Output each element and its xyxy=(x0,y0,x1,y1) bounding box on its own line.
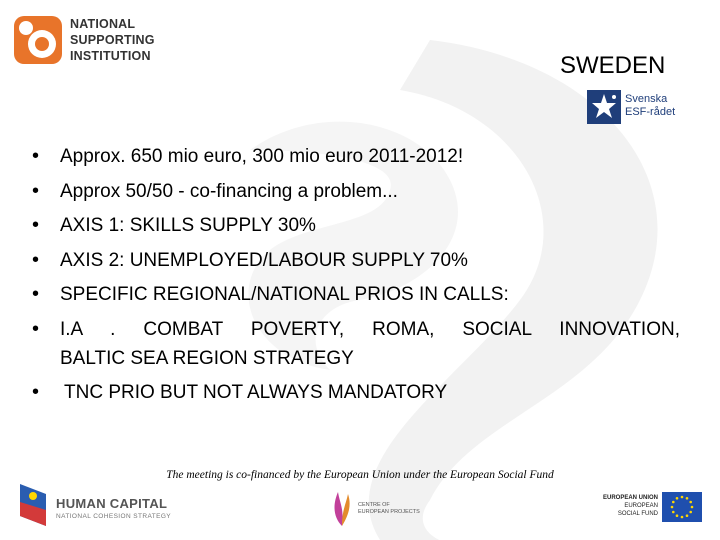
cep-line: EUROPEAN PROJECTS xyxy=(358,509,420,515)
human-capital-subtitle: NATIONAL COHESION STRATEGY xyxy=(56,513,172,520)
bullet-list xyxy=(30,142,680,413)
bullet-text: TNC PRIO BUT NOT ALWAYS MANDATORY xyxy=(64,382,448,403)
bullet-item xyxy=(30,378,680,407)
bullet-text: AXIS 2: UNEMPLOYED/LABOUR SUPPLY 70% xyxy=(60,249,468,271)
bullet-item xyxy=(30,280,680,309)
esf-logo-text xyxy=(625,93,675,119)
human-capital-flag-icon xyxy=(20,484,46,526)
bullet-dot-icon: • xyxy=(32,179,40,202)
institution-name xyxy=(70,16,155,64)
bullet-dot-icon: • xyxy=(32,214,40,236)
human-capital-title: HUMAN CAPITAL xyxy=(56,496,168,511)
country-title: SWEDEN xyxy=(560,52,666,79)
esf-logo-line: ESF-rådet xyxy=(625,106,676,118)
cofinancing-note: The meeting is co-financed by the European Union under the European Social Fund xyxy=(166,469,554,481)
bullet-item xyxy=(30,246,680,275)
bullet-text: SPECIFIC REGIONAL/NATIONAL PRIOS IN CALLS: xyxy=(60,284,509,305)
svenska-esf-radet-logo xyxy=(587,90,687,126)
eu-line: SOCIAL FUND xyxy=(617,511,658,517)
bullet-dot-icon: • xyxy=(32,248,40,271)
european-union-logo xyxy=(596,492,708,526)
bullet-item xyxy=(30,315,680,373)
institution-name-line: SUPPORTING xyxy=(70,33,155,47)
bullet-dot-icon: • xyxy=(32,381,40,403)
bullet-text: I.A . COMBAT POVERTY, ROMA, SOCIAL INNOVATION, xyxy=(60,318,680,340)
eu-flag-icon xyxy=(662,492,702,522)
centre-of-european-projects-logo xyxy=(330,490,440,530)
bullet-text: AXIS 1: SKILLS SUPPLY 30% xyxy=(60,215,316,236)
bullet-text: Approx 50/50 - co-financing a problem... xyxy=(60,180,398,202)
cep-flame-icon xyxy=(330,490,354,528)
bullet-item xyxy=(30,142,680,171)
bullet-item xyxy=(30,177,680,206)
esf-logo-line: Svenska xyxy=(625,93,668,105)
eu-text xyxy=(596,494,658,518)
bullet-text: Approx. 650 mio euro, 300 mio euro 2011-2012! xyxy=(60,146,464,167)
cep-line: CENTRE OF xyxy=(358,502,390,508)
esf-star-icon xyxy=(587,90,621,124)
eu-line: EUROPEAN xyxy=(624,503,658,509)
bullet-dot-icon: • xyxy=(32,145,40,167)
bullet-item xyxy=(30,211,680,240)
cep-text xyxy=(358,502,420,516)
institution-logo-icon xyxy=(12,14,64,66)
bullet-dot-icon: • xyxy=(32,283,40,305)
eu-line: EUROPEAN UNION xyxy=(602,495,658,501)
bullet-text-continuation: BALTIC SEA REGION STRATEGY xyxy=(60,347,354,369)
national-supporting-institution-logo xyxy=(12,10,172,70)
institution-name-line: INSTITUTION xyxy=(70,49,151,63)
human-capital-logo xyxy=(20,484,180,528)
institution-name-line: NATIONAL xyxy=(70,17,136,31)
bullet-dot-icon: • xyxy=(32,317,40,340)
